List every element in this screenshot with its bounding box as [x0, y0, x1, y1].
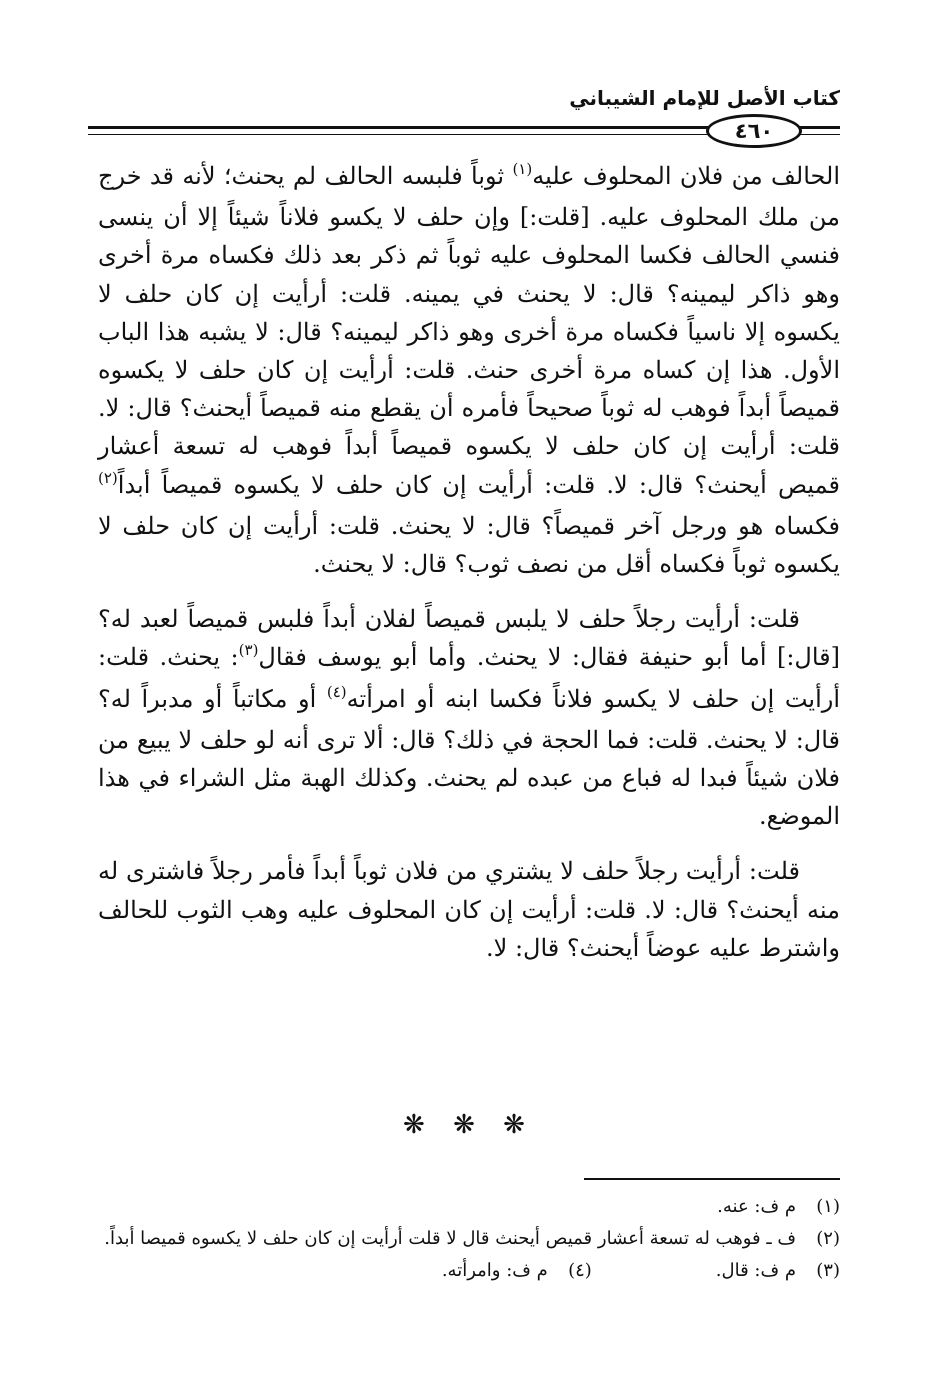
- footnote-ref-1: (١): [512, 160, 533, 178]
- text-run: أو مكاتباً أو مدبراً له؟ قال: لا يحنث. قلت: فما الحجة في ذلك؟ قال: ألا ترى أنه لو حلف لا يبيع من فلان شيئاً فبدا له فباع من عبده لم يحنث. وكذلك الهبة مثل الشراء في هذا الموضع.: [98, 684, 840, 831]
- footnote-number: (٢): [816, 1228, 840, 1249]
- footnote-number: (٣): [816, 1260, 840, 1281]
- footnote-4: [442, 1256, 592, 1286]
- footnote-ref-4: (٤): [326, 682, 347, 701]
- text-run: فكساه هو ورجل آخر قميصاً؟ قال: لا يحنث. قلت: أرأيت إن كان حلف لا يكسوه ثوباً فكساه أقل من نصف ثوب؟ قال: لا يحنث.: [98, 511, 840, 579]
- footnote-2: [86, 1224, 840, 1254]
- footnote-text: م ف: وامرأته.: [441, 1260, 548, 1281]
- footnote-ref-2: (٢): [98, 468, 118, 487]
- paragraph-3: قلت: أرأيت رجلاً حلف لا يشتري من فلان ثوباً أبداً فأمر رجلاً فاشترى له منه أيحنث؟ قال: لا. قلت: أرأيت إن كان المحلوف عليه وهب الثوب للحالف واشترط عليه عوضاً أيحنث؟ قال: لا.: [98, 857, 840, 962]
- footnote-text: م ف: قال.: [715, 1260, 796, 1281]
- page-number: ٤٦٠: [706, 114, 802, 148]
- footnote-row: [86, 1256, 840, 1288]
- footnote-3: [716, 1256, 840, 1286]
- footnote-text: م ف: عنه.: [717, 1196, 796, 1217]
- paragraph-1: [98, 157, 840, 583]
- footnote-number: (٤): [568, 1260, 592, 1281]
- footnote-1: [86, 1192, 840, 1222]
- footnote-number: (١): [816, 1196, 840, 1217]
- text-run: الحالف من فلان المحلوف عليه: [532, 162, 841, 190]
- footnotes: [86, 1192, 840, 1288]
- running-header-title: كتاب الأصل للإمام الشيباني: [569, 86, 840, 110]
- text-run: ثوباً فلبسه الحالف لم يحنث؛ لأنه قد خرج من ملك المحلوف عليه. [قلت:] وإن حلف لا يكسو فلاناً شيئاً إلا أن ينسى فنسي الحالف فكسا المحلوف عليه ثوباً ثم ذكر بعد ذلك فكساه مرة أخرى وهو ذاكر ليمينه؟ قال: لا يحنث في يمينه. قلت: أرأيت إن كان حلف لا يكسوه إلا ناسياً فكساه مرة أخرى وهو ذاكر ليمينه؟ قال: لا يشبه هذا الباب الأول. هذا إن كساه مرة أخرى حنث. قلت: أرأيت إن كان حلف لا يكسوه قميصاً أبداً فوهب له ثوباً صحيحاً فأمره أن يقطع منه قميصاً أيحنث؟ قال: لا. قلت: أرأيت إن كان حلف لا يكسوه قميصاً أبداً فوهب له تسعة أعشار قميص أيحنث؟ قال: لا. قلت: أرأيت إن كان حلف لا يكسوه قميصاً أبداً: [98, 162, 840, 499]
- main-text: [98, 157, 840, 967]
- footnote-ref-3: (٣): [238, 641, 259, 660]
- section-separator: ❋ ❋ ❋: [403, 1110, 535, 1140]
- paragraph-2: [98, 600, 840, 835]
- footnote-text: ف ـ فوهب له تسعة أعشار قميص أيحنث قال لا قلت أرأيت إن كان حلف لا يكسوه قميصا أبداً.: [104, 1228, 796, 1249]
- footnote-rule: [584, 1178, 840, 1180]
- text-run: قلت: أرأيت رجلاً حلف لا يلبس قميصاً لفلان أبداً فلبس قميصاً لعبد له؟ [قال:] أما أبو حنيفة فقال: لا يحنث. وأما أبو يوسف فقال: [98, 605, 841, 672]
- text-run: : يحنث. قلت: أرأيت إن حلف لا يكسو فلاناً فكسا ابنه أو امرأته: [98, 643, 840, 713]
